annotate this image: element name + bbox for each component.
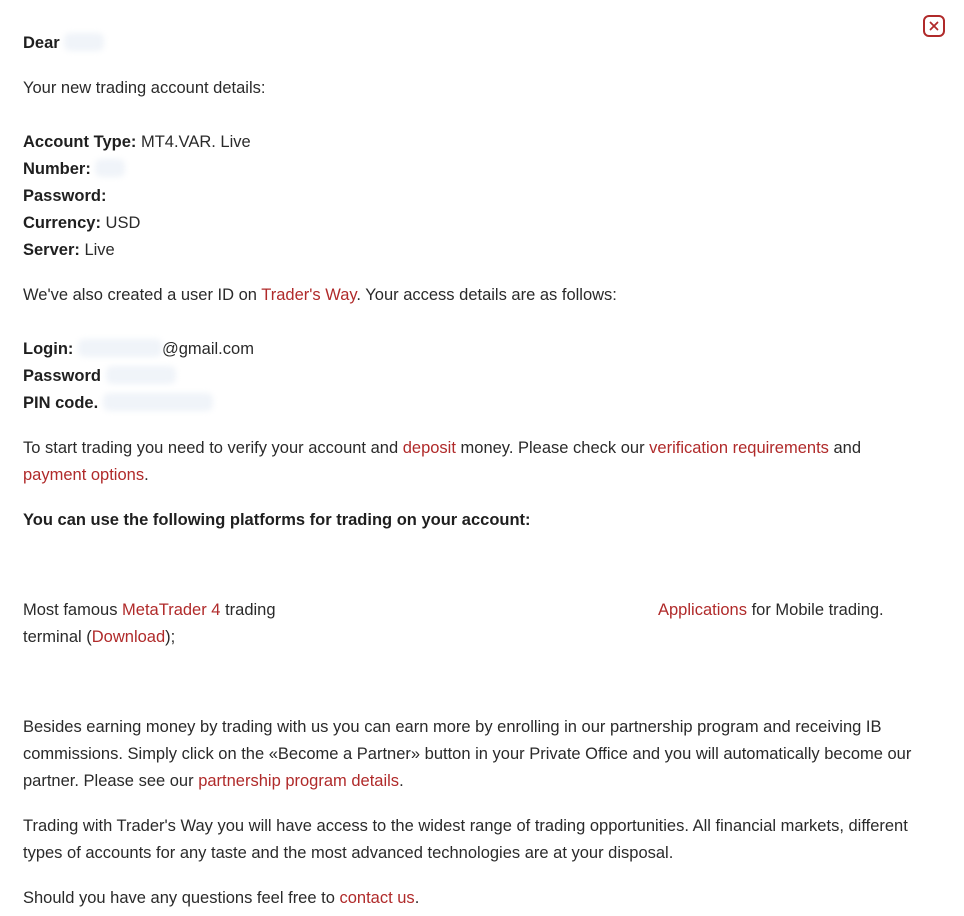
verification-requirements-link[interactable]: verification requirements [649, 439, 829, 457]
applications-link[interactable]: Applications [658, 601, 747, 619]
login-row: Login: @gmail.com [23, 340, 254, 358]
verify-text: To start trading you need to verify your account and deposit money. Please check our verification requirements and payment options. [23, 439, 862, 484]
pin-row: PIN code. [23, 390, 951, 417]
greeting: Dear [23, 30, 951, 57]
access-text: Trading with Trader's Way you will have access to the widest range of trading opportunities. All financial markets, different types of accounts for any taste and the most advanced technologies are at your disposal. [23, 817, 908, 862]
password-row: Password [23, 363, 951, 390]
metatrader-4-link[interactable]: MetaTrader 4 [122, 601, 221, 619]
account-details [23, 129, 951, 264]
message-body [23, 30, 951, 912]
redacted-login [78, 339, 162, 357]
access-details [23, 336, 951, 417]
deposit-link[interactable]: deposit [402, 439, 456, 457]
platform-mobile: Applications for Mobile trading. [658, 601, 884, 619]
traders-way-link[interactable]: Trader's Way [261, 286, 357, 304]
account-password-row: Password: [23, 187, 107, 205]
partnership-program-link[interactable]: partnership program details [198, 772, 400, 790]
contact-text: Should you have any questions feel free to contact us. [23, 889, 420, 907]
platforms-heading: You can use the following platforms for trading on your account: [23, 511, 531, 529]
download-link[interactable]: Download [91, 628, 166, 646]
platforms-row [23, 597, 951, 651]
account-server-row: Server: Live [23, 241, 115, 259]
partnership-text: Besides earning money by trading with us you can earn more by enrolling in our partnership program and receiving IB commissions. Simply click on the «Become a Partner» button in your Private Office and you will automatically become our partner. Please see our partnership program details. [23, 718, 912, 790]
contact-us-link[interactable]: contact us [339, 889, 415, 907]
payment-options-link[interactable]: payment options [23, 466, 145, 484]
user-id-text: We've also created a user ID on Trader's Way. Your access details are as follows: [23, 286, 617, 304]
account-type-row: Account Type: MT4.VAR. Live [23, 133, 251, 151]
account-number-row: Number: [23, 156, 951, 183]
intro-text: Your new trading account details: [23, 79, 266, 97]
platform-mt4: Most famous MetaTrader 4 trading terminal (Download); [23, 601, 276, 646]
account-currency-row: Currency: USD [23, 214, 141, 232]
redacted-name [64, 33, 104, 51]
